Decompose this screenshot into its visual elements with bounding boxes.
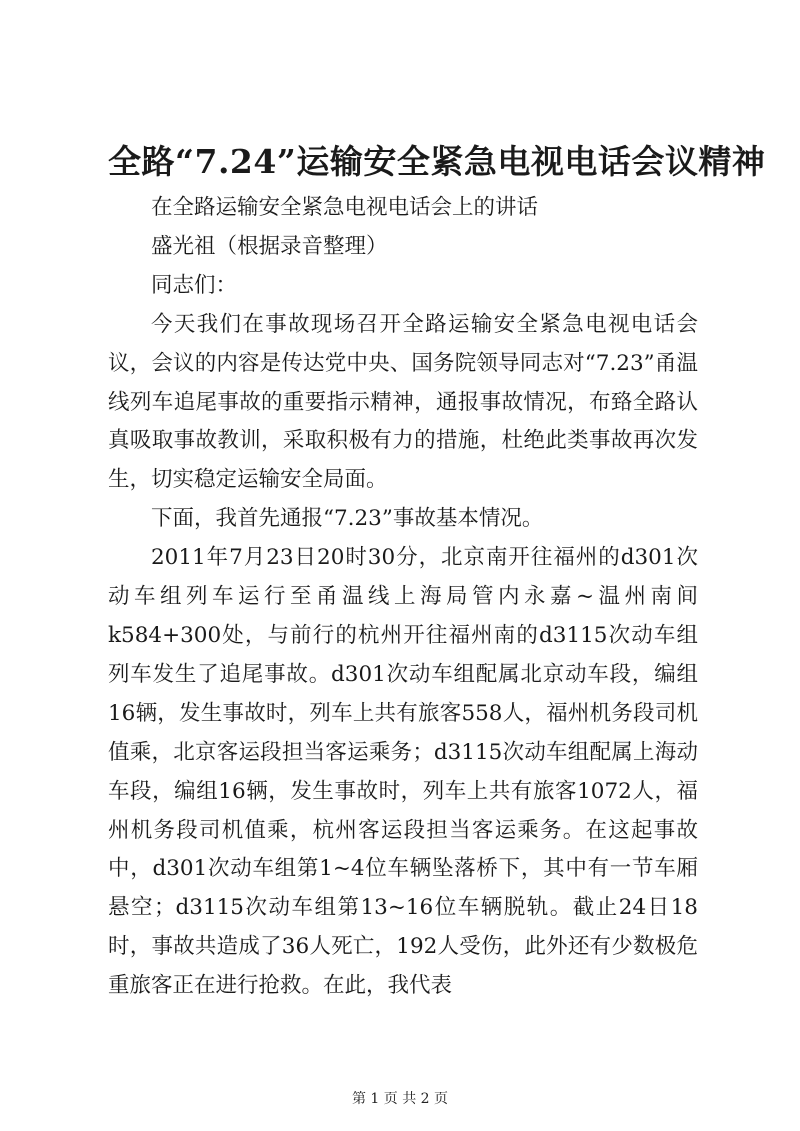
body-paragraph: 今天我们在事故现场召开全路运输安全紧急电视电话会议，会议的内容是传达党中央、国务院领导同志对“7.23”甬温线列车追尾事故的重要指示精神，通报事故情况，布臵全路认真吸取事故教训，采取积极有力的措施，杜绝此类事故再次发生，切实稳定运输安全局面。 xyxy=(108,311,698,493)
document-body xyxy=(108,189,698,1006)
speech-subtitle: 在全路运输安全紧急电视电话会上的讲话 xyxy=(151,195,539,220)
body-paragraph: 下面，我首先通报“7.23”事故基本情况。 xyxy=(151,506,544,532)
document-title: 全路“7.24”运输安全紧急电视电话会议精神 xyxy=(108,142,766,181)
salutation: 同志们： xyxy=(151,272,238,298)
speaker-line: 盛光祖（根据录音整理） xyxy=(151,233,388,259)
page-footer: 第 1 页 共 2 页 xyxy=(351,1091,449,1107)
body-paragraph: 2011年7月23日20时30分，北京南开往福州的d301次动车组列车运行至甬温线上海局管内永嘉~温州南间k584+300处，与前行的杭州开往福州南的d3115次动车组列车发生了追尾事故。d301次动车组配属北京动车段，编组16辆，发生事故时，列车上共有旅客558人，福州机务段司机值乘，北京客运段担当客运乘务；d3115次动车组配属上海动车段，编组16辆，发生事故时，列车上共有旅客1072人，福州机务段司机值乘，杭州客运段担当客运乘务。在这起事故中，d301次动车组第1~4位车辆坠落桥下，其中有一节车厢悬空；d3115次动车组第13~16位车辆脱轨。截止24日18时，事故共造成了36人死亡，192人受伤，此外还有少数极危重旅客正在进行抢救。在此，我代表 xyxy=(108,545,698,999)
